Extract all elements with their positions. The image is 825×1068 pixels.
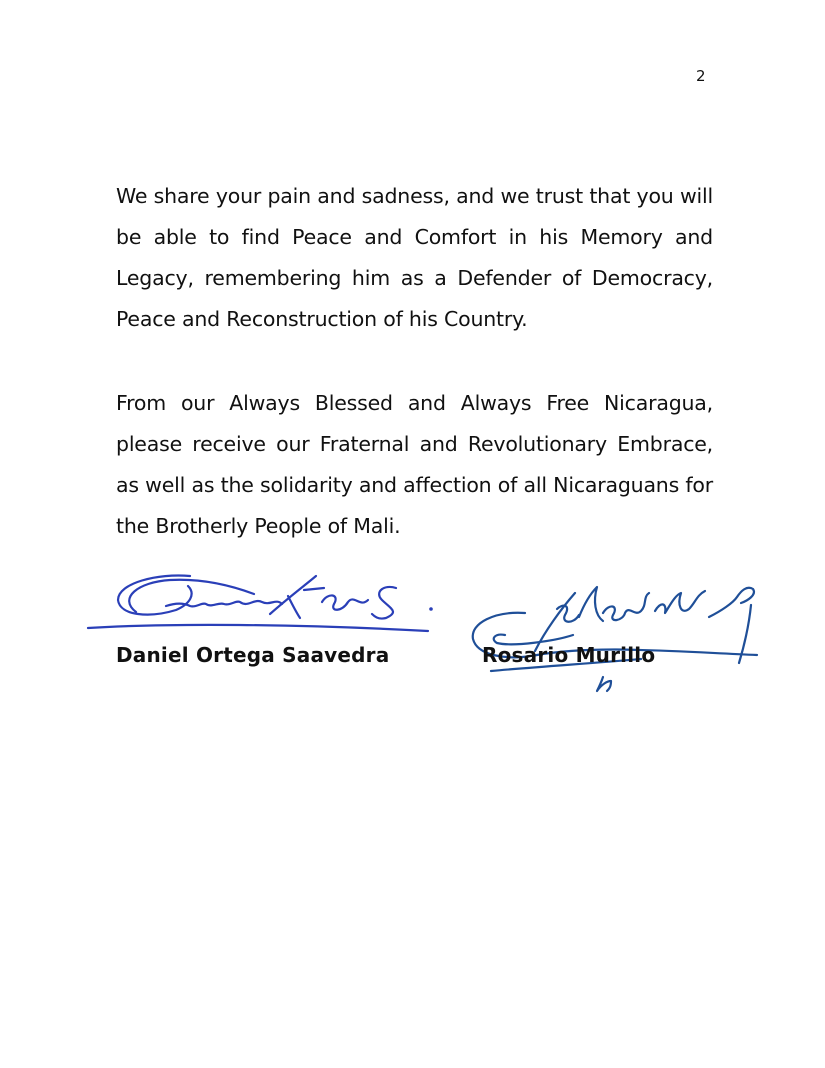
signature-stroke <box>288 596 300 618</box>
signature-stroke <box>88 625 428 631</box>
signature-stroke <box>270 576 316 614</box>
signature-daniel-ortega <box>78 568 443 640</box>
signature-stroke <box>304 588 324 590</box>
signature-stroke <box>709 588 754 617</box>
signature-stroke <box>557 606 579 622</box>
page-number: 2 <box>696 67 706 85</box>
signature-stroke <box>655 591 705 613</box>
signer-name-rosario: Rosario Murillo <box>482 643 656 667</box>
letter-paragraph: From our Always Blessed and Always Free Nicaragua, please receive our Fraternal and Revolutionary Embrace, as well as the solidarity and affection of all Nicaraguans for the Brotherly People of Mali. <box>116 391 713 538</box>
signature-stroke <box>603 593 649 620</box>
signer-name-daniel: Daniel Ortega Saavedra <box>116 643 390 667</box>
signature-stroke <box>597 677 611 691</box>
signature-stroke <box>372 587 396 619</box>
signature-stroke <box>579 587 603 621</box>
signature-stroke <box>322 595 368 609</box>
signature-rosario-murillo <box>465 575 765 700</box>
signature-dot <box>429 607 433 611</box>
letter-paragraph: We share your pain and sadness, and we trust that you will be able to find Peace and Comfort in his Memory and Legacy, remembering him as a Defender of Democracy, Peace and Reconstruction of his Country. <box>116 184 713 331</box>
